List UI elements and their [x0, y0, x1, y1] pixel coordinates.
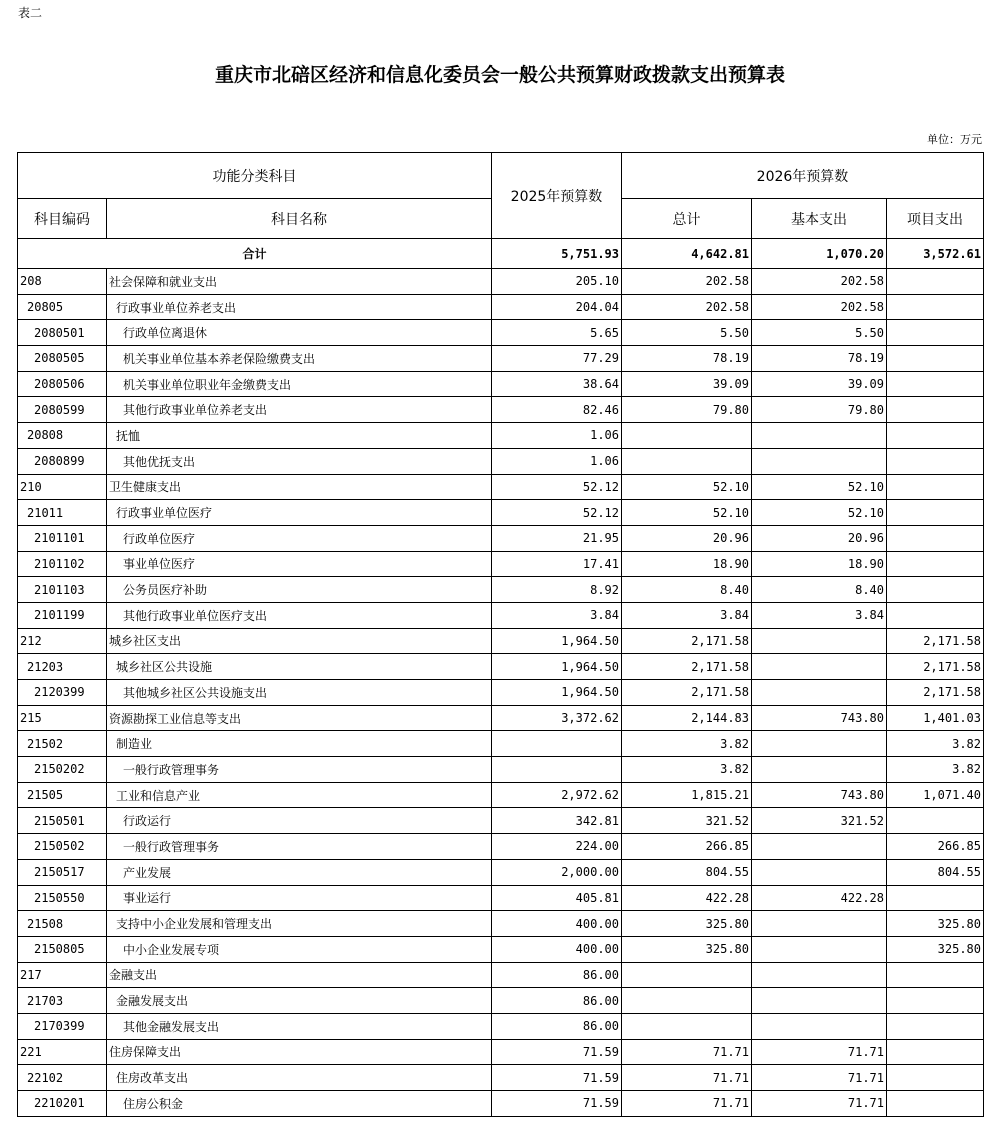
total-label: 合计	[18, 239, 492, 269]
row-total: 266.85	[622, 834, 752, 860]
row-name: 金融发展支出	[107, 988, 492, 1014]
row-total: 2,171.58	[622, 680, 752, 706]
unit-label: 单位：万元	[927, 133, 982, 146]
row-code: 2150805	[18, 936, 107, 962]
row-name: 其他金融发展支出	[107, 1013, 492, 1039]
header-budget-2025: 2025年预算数	[492, 153, 622, 239]
row-budget-2025: 52.12	[492, 500, 622, 526]
row-name: 事业单位医疗	[107, 551, 492, 577]
row-basic: 52.10	[752, 500, 887, 526]
row-name: 卫生健康支出	[107, 474, 492, 500]
row-basic: 202.58	[752, 294, 887, 320]
row-total: 52.10	[622, 474, 752, 500]
table-row	[18, 371, 984, 397]
row-project	[887, 1065, 984, 1091]
row-budget-2025: 71.59	[492, 1065, 622, 1091]
table-row	[18, 525, 984, 551]
table-row	[18, 654, 984, 680]
row-project: 325.80	[887, 936, 984, 962]
table-row	[18, 423, 984, 449]
row-code: 2150202	[18, 757, 107, 783]
table-row	[18, 731, 984, 757]
row-code: 20808	[18, 423, 107, 449]
row-budget-2025: 1.06	[492, 448, 622, 474]
row-total: 18.90	[622, 551, 752, 577]
row-name: 住房改革支出	[107, 1065, 492, 1091]
row-code: 2150501	[18, 808, 107, 834]
row-project	[887, 885, 984, 911]
row-project	[887, 551, 984, 577]
row-basic: 8.40	[752, 577, 887, 603]
total-total: 4,642.81	[622, 239, 752, 269]
row-project: 3.82	[887, 757, 984, 783]
header-category: 功能分类科目	[18, 153, 492, 199]
table-row	[18, 1091, 984, 1117]
row-total: 2,171.58	[622, 628, 752, 654]
row-total: 1,815.21	[622, 782, 752, 808]
row-budget-2025: 52.12	[492, 474, 622, 500]
row-total: 20.96	[622, 525, 752, 551]
row-budget-2025: 1,964.50	[492, 680, 622, 706]
row-budget-2025: 205.10	[492, 269, 622, 295]
row-basic: 52.10	[752, 474, 887, 500]
row-total: 71.71	[622, 1039, 752, 1065]
row-basic	[752, 936, 887, 962]
budget-table	[17, 152, 984, 1117]
row-project	[887, 500, 984, 526]
row-project	[887, 1013, 984, 1039]
table-row	[18, 705, 984, 731]
row-budget-2025: 3,372.62	[492, 705, 622, 731]
row-code: 21502	[18, 731, 107, 757]
row-total: 5.50	[622, 320, 752, 346]
row-name: 抚恤	[107, 423, 492, 449]
row-name: 其他城乡社区公共设施支出	[107, 680, 492, 706]
row-code: 2210201	[18, 1091, 107, 1117]
row-basic	[752, 962, 887, 988]
header-project: 项目支出	[887, 199, 984, 239]
row-project	[887, 1039, 984, 1065]
row-basic	[752, 731, 887, 757]
row-budget-2025	[492, 731, 622, 757]
table-row	[18, 448, 984, 474]
header-code: 科目编码	[18, 199, 107, 239]
row-budget-2025: 405.81	[492, 885, 622, 911]
row-name: 中小企业发展专项	[107, 936, 492, 962]
table-row	[18, 320, 984, 346]
row-name: 行政事业单位养老支出	[107, 294, 492, 320]
page-title: 重庆市北碚区经济和信息化委员会一般公共预算财政拨款支出预算表	[214, 64, 785, 86]
row-total: 2,171.58	[622, 654, 752, 680]
table-row	[18, 936, 984, 962]
row-total: 2,144.83	[622, 705, 752, 731]
row-code: 2101199	[18, 602, 107, 628]
row-basic	[752, 757, 887, 783]
row-project	[887, 294, 984, 320]
row-name: 社会保障和就业支出	[107, 269, 492, 295]
row-budget-2025: 2,000.00	[492, 859, 622, 885]
total-budget-2025: 5,751.93	[492, 239, 622, 269]
row-basic: 39.09	[752, 371, 887, 397]
row-budget-2025: 1,964.50	[492, 654, 622, 680]
row-name: 行政事业单位医疗	[107, 500, 492, 526]
row-name: 机关事业单位基本养老保险缴费支出	[107, 346, 492, 372]
table-row	[18, 834, 984, 860]
row-total: 3.82	[622, 731, 752, 757]
row-project: 2,171.58	[887, 680, 984, 706]
table-row	[18, 500, 984, 526]
row-budget-2025	[492, 757, 622, 783]
row-total	[622, 1013, 752, 1039]
row-basic: 18.90	[752, 551, 887, 577]
row-name: 机关事业单位职业年金缴费支出	[107, 371, 492, 397]
row-basic: 321.52	[752, 808, 887, 834]
row-name: 制造业	[107, 731, 492, 757]
row-project: 1,401.03	[887, 705, 984, 731]
row-budget-2025: 1.06	[492, 423, 622, 449]
table-row	[18, 1065, 984, 1091]
row-budget-2025: 400.00	[492, 936, 622, 962]
row-project	[887, 577, 984, 603]
row-total: 39.09	[622, 371, 752, 397]
row-project	[887, 962, 984, 988]
row-name: 住房公积金	[107, 1091, 492, 1117]
row-budget-2025: 204.04	[492, 294, 622, 320]
row-total	[622, 423, 752, 449]
row-budget-2025: 17.41	[492, 551, 622, 577]
total-project: 3,572.61	[887, 239, 984, 269]
row-name: 事业运行	[107, 885, 492, 911]
row-project	[887, 346, 984, 372]
row-total	[622, 448, 752, 474]
row-name: 一般行政管理事务	[107, 834, 492, 860]
table-row	[18, 474, 984, 500]
row-code: 221	[18, 1039, 107, 1065]
row-project: 1,071.40	[887, 782, 984, 808]
row-name: 金融支出	[107, 962, 492, 988]
row-project: 266.85	[887, 834, 984, 860]
row-budget-2025: 1,964.50	[492, 628, 622, 654]
row-code: 21508	[18, 911, 107, 937]
row-total: 804.55	[622, 859, 752, 885]
table-row	[18, 602, 984, 628]
row-total: 71.71	[622, 1065, 752, 1091]
row-name: 其他行政事业单位养老支出	[107, 397, 492, 423]
row-basic	[752, 988, 887, 1014]
row-project	[887, 448, 984, 474]
row-name: 支持中小企业发展和管理支出	[107, 911, 492, 937]
table-row	[18, 757, 984, 783]
row-name: 工业和信息产业	[107, 782, 492, 808]
row-code: 2150517	[18, 859, 107, 885]
header-name: 科目名称	[107, 199, 492, 239]
table-row	[18, 885, 984, 911]
row-project: 804.55	[887, 859, 984, 885]
row-basic	[752, 628, 887, 654]
row-budget-2025: 86.00	[492, 1013, 622, 1039]
row-name: 一般行政管理事务	[107, 757, 492, 783]
row-basic: 71.71	[752, 1065, 887, 1091]
row-basic: 743.80	[752, 705, 887, 731]
row-total: 325.80	[622, 911, 752, 937]
row-total: 52.10	[622, 500, 752, 526]
row-basic	[752, 680, 887, 706]
row-basic: 71.71	[752, 1039, 887, 1065]
row-project	[887, 988, 984, 1014]
header-basic: 基本支出	[752, 199, 887, 239]
row-budget-2025: 71.59	[492, 1091, 622, 1117]
table-row	[18, 1013, 984, 1039]
row-project	[887, 269, 984, 295]
table-row	[18, 397, 984, 423]
row-code: 2101103	[18, 577, 107, 603]
row-code: 2080599	[18, 397, 107, 423]
row-total: 79.80	[622, 397, 752, 423]
table-row	[18, 962, 984, 988]
row-basic: 71.71	[752, 1091, 887, 1117]
table-row	[18, 1039, 984, 1065]
row-name: 城乡社区公共设施	[107, 654, 492, 680]
row-code: 2080505	[18, 346, 107, 372]
row-name: 公务员医疗补助	[107, 577, 492, 603]
row-name: 其他优抚支出	[107, 448, 492, 474]
row-total: 422.28	[622, 885, 752, 911]
row-code: 2150550	[18, 885, 107, 911]
row-code: 21703	[18, 988, 107, 1014]
row-project	[887, 808, 984, 834]
row-project: 3.82	[887, 731, 984, 757]
row-budget-2025: 38.64	[492, 371, 622, 397]
table-row	[18, 628, 984, 654]
row-code: 212	[18, 628, 107, 654]
row-code: 21011	[18, 500, 107, 526]
row-budget-2025: 21.95	[492, 525, 622, 551]
row-project: 2,171.58	[887, 628, 984, 654]
row-project	[887, 1091, 984, 1117]
row-budget-2025: 86.00	[492, 988, 622, 1014]
table-row	[18, 988, 984, 1014]
row-basic	[752, 834, 887, 860]
row-code: 2080506	[18, 371, 107, 397]
row-code: 2080899	[18, 448, 107, 474]
row-total: 3.84	[622, 602, 752, 628]
table-row	[18, 577, 984, 603]
row-budget-2025: 342.81	[492, 808, 622, 834]
row-basic: 20.96	[752, 525, 887, 551]
row-code: 22102	[18, 1065, 107, 1091]
row-name: 其他行政事业单位医疗支出	[107, 602, 492, 628]
table-row	[18, 808, 984, 834]
row-budget-2025: 224.00	[492, 834, 622, 860]
row-name: 行政单位离退休	[107, 320, 492, 346]
row-project	[887, 423, 984, 449]
row-budget-2025: 400.00	[492, 911, 622, 937]
table-row	[18, 294, 984, 320]
row-total: 325.80	[622, 936, 752, 962]
row-name: 城乡社区支出	[107, 628, 492, 654]
row-code: 215	[18, 705, 107, 731]
row-total: 8.40	[622, 577, 752, 603]
table-row	[18, 551, 984, 577]
row-total: 3.82	[622, 757, 752, 783]
row-budget-2025: 2,972.62	[492, 782, 622, 808]
row-project	[887, 602, 984, 628]
row-total: 71.71	[622, 1091, 752, 1117]
row-budget-2025: 3.84	[492, 602, 622, 628]
row-basic	[752, 654, 887, 680]
row-budget-2025: 82.46	[492, 397, 622, 423]
row-budget-2025: 8.92	[492, 577, 622, 603]
table-row	[18, 680, 984, 706]
row-basic: 79.80	[752, 397, 887, 423]
row-basic: 3.84	[752, 602, 887, 628]
row-budget-2025: 5.65	[492, 320, 622, 346]
row-project	[887, 397, 984, 423]
row-code: 208	[18, 269, 107, 295]
row-basic	[752, 1013, 887, 1039]
row-name: 行政单位医疗	[107, 525, 492, 551]
row-code: 217	[18, 962, 107, 988]
table-row	[18, 911, 984, 937]
row-project: 2,171.58	[887, 654, 984, 680]
row-code: 2150502	[18, 834, 107, 860]
row-project	[887, 371, 984, 397]
row-basic	[752, 911, 887, 937]
table-label: 表二	[18, 6, 43, 20]
row-name: 行政运行	[107, 808, 492, 834]
header-budget-2026: 2026年预算数	[622, 153, 984, 199]
row-total: 321.52	[622, 808, 752, 834]
row-budget-2025: 71.59	[492, 1039, 622, 1065]
row-project: 325.80	[887, 911, 984, 937]
row-code: 2170399	[18, 1013, 107, 1039]
row-code: 2101101	[18, 525, 107, 551]
row-basic	[752, 448, 887, 474]
row-basic: 5.50	[752, 320, 887, 346]
row-total	[622, 962, 752, 988]
header-total: 总计	[622, 199, 752, 239]
row-budget-2025: 77.29	[492, 346, 622, 372]
row-code: 2101102	[18, 551, 107, 577]
row-basic: 78.19	[752, 346, 887, 372]
row-project	[887, 320, 984, 346]
row-project	[887, 474, 984, 500]
row-total: 78.19	[622, 346, 752, 372]
row-name: 住房保障支出	[107, 1039, 492, 1065]
row-name: 资源勘探工业信息等支出	[107, 705, 492, 731]
total-basic: 1,070.20	[752, 239, 887, 269]
row-total: 202.58	[622, 269, 752, 295]
row-basic	[752, 859, 887, 885]
row-code: 2080501	[18, 320, 107, 346]
row-basic: 422.28	[752, 885, 887, 911]
row-name: 产业发展	[107, 859, 492, 885]
row-basic: 743.80	[752, 782, 887, 808]
table-row	[18, 782, 984, 808]
row-code: 21505	[18, 782, 107, 808]
table-row	[18, 859, 984, 885]
row-total	[622, 988, 752, 1014]
table-row	[18, 269, 984, 295]
row-code: 21203	[18, 654, 107, 680]
total-row	[18, 239, 984, 269]
row-basic	[752, 423, 887, 449]
row-code: 20805	[18, 294, 107, 320]
table-row	[18, 346, 984, 372]
row-basic: 202.58	[752, 269, 887, 295]
row-total: 202.58	[622, 294, 752, 320]
row-budget-2025: 86.00	[492, 962, 622, 988]
row-project	[887, 525, 984, 551]
row-code: 210	[18, 474, 107, 500]
row-code: 2120399	[18, 680, 107, 706]
